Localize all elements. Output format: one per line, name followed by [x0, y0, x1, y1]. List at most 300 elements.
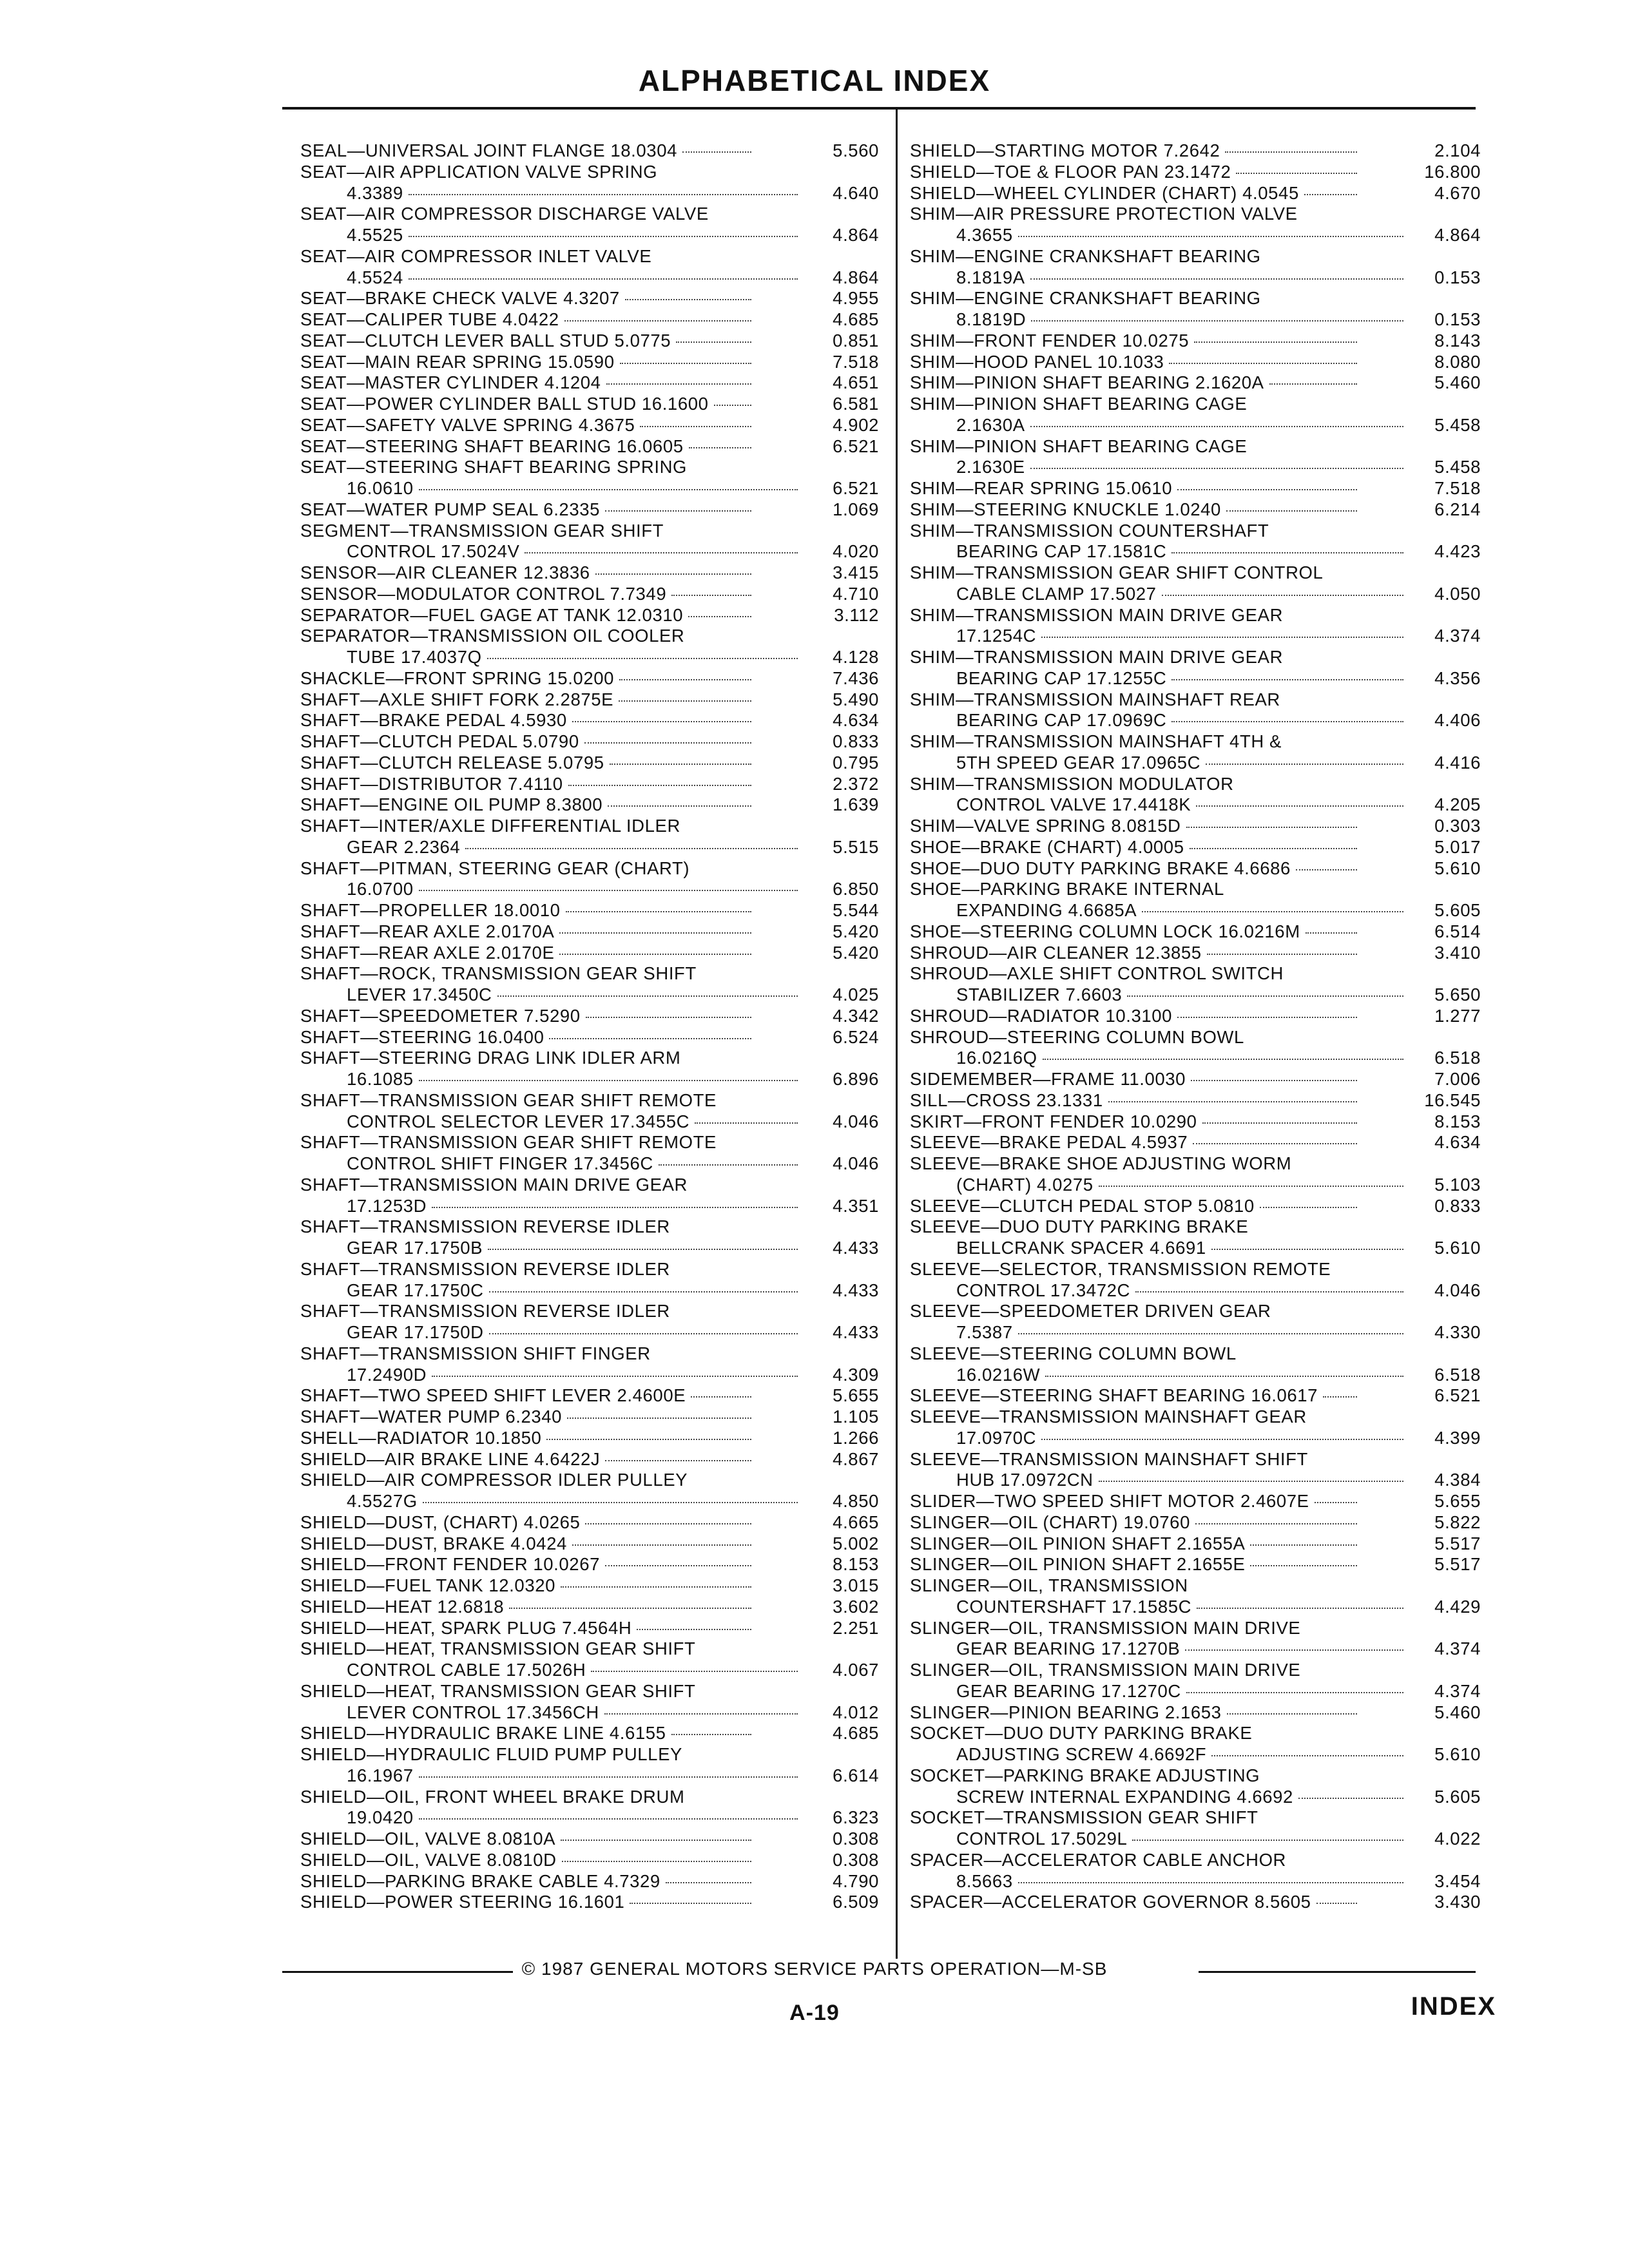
- index-entry-text: GEAR BEARING 17.1270C: [956, 1680, 1181, 1701]
- index-entry-line: [300, 1491, 798, 1512]
- index-entry-line: [300, 267, 798, 289]
- index-entry-text: 16.1085: [347, 1069, 414, 1089]
- index-entry-line: [910, 710, 1407, 731]
- index-entry-line: [910, 267, 1407, 289]
- index-entry-line: [300, 352, 751, 373]
- index-entry-text: SHOE—DUO DUTY PARKING BRAKE 4.6686: [910, 858, 1291, 878]
- index-entry-text: SHIM—ENGINE CRANKSHAFT BEARING: [910, 245, 1261, 266]
- index-entry-text: SHACKLE—FRONT SPRING 15.0200: [300, 668, 615, 688]
- index-entry-page: 0.795: [833, 752, 879, 773]
- index-entry-text: 16.0700: [347, 879, 414, 899]
- dot-leader: [559, 954, 751, 955]
- index-entry-line: [300, 668, 751, 689]
- dot-leader: [689, 447, 751, 448]
- dot-leader: [1202, 1122, 1357, 1124]
- index-entry: [300, 774, 879, 795]
- index-entry-text: SHIELD—HEAT, TRANSMISSION GEAR SHIFT: [300, 1680, 696, 1701]
- index-entry-page: 5.655: [1434, 1491, 1481, 1511]
- index-entry-line: [300, 1660, 798, 1681]
- dot-leader: [572, 1544, 751, 1546]
- index-entry-line: [300, 943, 751, 964]
- dot-leader: [1171, 721, 1403, 722]
- index-entry-text: LEVER CONTROL 17.3456CH: [347, 1702, 599, 1722]
- index-entry-line: [910, 1365, 1407, 1386]
- dot-leader: [409, 194, 798, 195]
- index-entry: [910, 1069, 1481, 1090]
- dot-leader: [640, 426, 751, 427]
- index-entry: [910, 837, 1481, 858]
- index-entry: [910, 1301, 1481, 1343]
- index-entry: [910, 921, 1481, 943]
- index-entry-page: 8.143: [1434, 330, 1481, 351]
- index-entry-text: SHIM—PINION SHAFT BEARING CAGE: [910, 394, 1248, 414]
- index-entry: [300, 1787, 879, 1829]
- index-entry: [300, 963, 879, 1006]
- index-entry-page: 4.128: [833, 647, 879, 667]
- index-entry-page: 5.655: [833, 1385, 879, 1406]
- index-entry: [910, 140, 1481, 162]
- index-entry-line: [300, 985, 798, 1006]
- index-entry-line: [300, 225, 798, 246]
- index-entry-line: [300, 1153, 798, 1175]
- index-entry-line: [910, 562, 1481, 584]
- index-entry-line: [300, 457, 879, 478]
- dot-leader: [584, 742, 751, 744]
- index-entry-line: [300, 1892, 751, 1913]
- index-entry-line: [300, 1807, 798, 1829]
- dot-leader: [1018, 1333, 1403, 1334]
- dot-leader: [1193, 1143, 1357, 1144]
- index-entry-page: 6.521: [1434, 1385, 1481, 1406]
- index-entry-text: SEAT—MAIN REAR SPRING 15.0590: [300, 351, 615, 372]
- index-entry: [300, 288, 879, 309]
- index-entry: [910, 1618, 1481, 1660]
- index-entry-text: GEAR 17.1750B: [347, 1238, 483, 1258]
- index-entry-page: 4.867: [833, 1448, 879, 1469]
- index-entry-line: [910, 1512, 1361, 1533]
- index-entry: [300, 331, 879, 352]
- index-entry-text: SHAFT—STEERING 16.0400: [300, 1026, 545, 1047]
- index-entry-text: SHIELD—WHEEL CYLINDER (CHART) 4.0545: [910, 182, 1299, 203]
- index-entry-text: SHROUD—AIR CLEANER 12.3855: [910, 942, 1202, 963]
- dot-leader: [509, 1608, 751, 1609]
- index-entry-text: SHIM—TRANSMISSION MAINSHAFT 4TH &: [910, 731, 1282, 751]
- index-entry-line: [300, 1681, 879, 1702]
- index-entry-page: 5.517: [1434, 1554, 1481, 1575]
- index-entry-text: SHIM—TRANSMISSION COUNTERSHAFT: [910, 520, 1269, 541]
- index-entry-page: 6.896: [833, 1069, 879, 1089]
- index-entry-text: SHOE—BRAKE (CHART) 4.0005: [910, 836, 1184, 857]
- index-entry-line: [300, 1238, 798, 1259]
- index-entry: [300, 794, 879, 816]
- index-entry-page: 4.433: [833, 1280, 879, 1300]
- index-entry-page: 4.046: [833, 1111, 879, 1131]
- dot-leader: [1194, 341, 1357, 343]
- index-entry-page: 6.509: [833, 1892, 879, 1912]
- index-entry-line: [300, 1533, 751, 1555]
- index-entry-text: SHAFT—TRANSMISSION REVERSE IDLER: [300, 1301, 670, 1321]
- index-entry-line: [910, 1807, 1481, 1829]
- index-entry-page: 7.518: [1434, 478, 1481, 498]
- index-entry-line: [910, 1153, 1481, 1175]
- index-entry-page: 4.067: [833, 1660, 879, 1680]
- index-entry-page: 7.436: [833, 668, 879, 688]
- index-entry-page: 2.251: [833, 1617, 879, 1638]
- index-entry-text: SLINGER—OIL (CHART) 19.0760: [910, 1512, 1190, 1532]
- index-entry-page: 16.545: [1424, 1090, 1481, 1110]
- index-entry-text: SHIELD—HEAT, SPARK PLUG 7.4564H: [300, 1617, 632, 1638]
- index-entry-line: [910, 1892, 1361, 1913]
- index-entry-line: [910, 541, 1407, 562]
- index-entry-page: 4.356: [1434, 668, 1481, 688]
- index-entry-line: [910, 415, 1407, 436]
- index-entry-text: SLEEVE—SPEEDOMETER DRIVEN GEAR: [910, 1301, 1271, 1321]
- index-entry: [910, 689, 1481, 732]
- dot-leader: [488, 1249, 798, 1250]
- index-entry-page: 6.524: [833, 1026, 879, 1047]
- index-entry-page: 6.323: [833, 1807, 879, 1828]
- index-entry-page: 4.634: [1434, 1132, 1481, 1153]
- index-entry-page: 0.308: [833, 1849, 879, 1870]
- index-entry-page: 8.153: [1434, 1111, 1481, 1131]
- index-entry-line: [910, 478, 1361, 499]
- index-entry-page: 0.833: [833, 731, 879, 751]
- dot-leader: [564, 320, 751, 322]
- index-entry: [300, 1871, 879, 1892]
- index-entry-text: SHIM—TRANSMISSION MAIN DRIVE GEAR: [910, 647, 1284, 667]
- dot-leader: [1323, 1396, 1357, 1398]
- index-entry: [300, 605, 879, 626]
- index-entry-text: COUNTERSHAFT 17.1585C: [956, 1596, 1192, 1617]
- index-entry: [910, 1765, 1481, 1808]
- index-entry-line: [910, 1259, 1481, 1280]
- index-entry-line: [300, 394, 751, 415]
- index-entry-page: 3.415: [833, 562, 879, 582]
- dot-leader: [1197, 1608, 1403, 1609]
- index-entry-line: [300, 1069, 798, 1090]
- index-entry-page: 5.017: [1434, 836, 1481, 857]
- index-entry: [910, 1807, 1481, 1850]
- index-entry-line: [910, 1132, 1361, 1153]
- index-entry-page: 4.342: [833, 1005, 879, 1026]
- dot-leader: [637, 1629, 751, 1630]
- index-entry-text: BEARING CAP 17.1581C: [956, 541, 1167, 562]
- index-entry-text: 4.5525: [347, 225, 403, 245]
- index-entry-text: SLEEVE—SELECTOR, TRANSMISSION REMOTE: [910, 1258, 1331, 1279]
- index-entry-line: [910, 1111, 1361, 1133]
- dot-leader: [432, 1376, 798, 1377]
- index-entry-line: [300, 879, 798, 900]
- index-entry-text: SHIELD—TOE & FLOOR PAN 23.1472: [910, 161, 1231, 182]
- index-entry-text: CONTROL CABLE 17.5026H: [347, 1660, 586, 1680]
- index-entry-text: 4.3389: [347, 182, 403, 203]
- index-entry-text: CONTROL SHIFT FINGER 17.3456C: [347, 1153, 653, 1173]
- dot-leader: [567, 1418, 751, 1419]
- index-entry-text: SHAFT—REAR AXLE 2.0170A: [300, 921, 555, 941]
- title-rule: [282, 107, 1476, 110]
- index-entry-text: SLINGER—PINION BEARING 2.1653: [910, 1702, 1222, 1722]
- index-entry-text: SLIDER—TWO SPEED SHIFT MOTOR 2.4607E: [910, 1491, 1309, 1511]
- dot-leader: [409, 278, 798, 280]
- index-entry-line: [300, 1744, 879, 1765]
- index-entry-line: [300, 372, 751, 394]
- index-entry-line: [910, 1787, 1407, 1808]
- index-entry-line: [300, 1575, 751, 1597]
- index-entry-line: [300, 1301, 879, 1322]
- index-entry-line: [910, 689, 1481, 711]
- index-entry-text: SEAT—WATER PUMP SEAL 6.2335: [300, 499, 601, 519]
- index-entry-page: 3.112: [834, 604, 879, 625]
- index-entry: [910, 288, 1481, 331]
- index-entry-line: [300, 1090, 879, 1111]
- index-entry-line: [910, 225, 1407, 246]
- index-entry-line: [910, 668, 1407, 689]
- dot-leader: [1031, 320, 1403, 322]
- index-entry-text: SHAFT—ENGINE OIL PUMP 8.3800: [300, 794, 603, 815]
- index-entry: [300, 584, 879, 605]
- index-entry: [910, 1723, 1481, 1765]
- index-entry-line: [910, 753, 1407, 774]
- index-entry-line: [910, 774, 1481, 795]
- dot-leader: [1227, 1713, 1357, 1715]
- index-entry-text: SHAFT—TRANSMISSION REVERSE IDLER: [300, 1216, 670, 1237]
- dot-leader: [1043, 1059, 1403, 1060]
- index-entry-line: [910, 1491, 1361, 1512]
- index-entry-line: [910, 731, 1481, 753]
- index-entry-line: [910, 794, 1407, 816]
- index-entry-text: SLINGER—OIL PINION SHAFT 2.1655E: [910, 1554, 1246, 1575]
- index-entry-page: 0.833: [1434, 1195, 1481, 1216]
- index-entry-line: [910, 1681, 1407, 1702]
- index-entry-text: SHIM—REAR SPRING 15.0610: [910, 478, 1173, 498]
- index-entry-line: [910, 1829, 1407, 1850]
- dot-leader: [604, 1713, 798, 1715]
- index-entry-line: [910, 1069, 1361, 1090]
- index-entry-text: TUBE 17.4037Q: [347, 647, 482, 667]
- index-entry-page: 4.433: [833, 1238, 879, 1258]
- index-entry: [910, 1006, 1481, 1027]
- index-entry-text: GEAR 17.1750C: [347, 1280, 484, 1300]
- index-entry-text: SEAT—POWER CYLINDER BALL STUD 16.1600: [300, 394, 709, 414]
- index-entry: [910, 1449, 1481, 1492]
- index-entry: [300, 352, 879, 373]
- dot-leader: [1099, 1186, 1403, 1187]
- index-entry: [300, 1597, 879, 1618]
- index-entry: [910, 1575, 1481, 1618]
- index-entry-line: [300, 774, 751, 795]
- index-entry: [300, 1006, 879, 1027]
- index-entry-page: 5.420: [833, 921, 879, 941]
- index-entry-page: 5.610: [1434, 1238, 1481, 1258]
- index-entry-page: 4.046: [1434, 1280, 1481, 1300]
- dot-leader: [489, 1291, 798, 1293]
- dot-leader: [1030, 278, 1403, 280]
- dot-leader: [1196, 805, 1403, 807]
- index-entry-text: SPACER—ACCELERATOR CABLE ANCHOR: [910, 1849, 1287, 1870]
- index-entry-line: [300, 288, 751, 309]
- index-entry-page: 5.515: [833, 836, 879, 857]
- index-entry-text: SLEEVE—STEERING COLUMN BOWL: [910, 1343, 1237, 1363]
- index-entry-text: SHIELD—FUEL TANK 12.0320: [300, 1575, 556, 1595]
- index-entry-page: 1.105: [833, 1407, 879, 1427]
- index-entry: [910, 1850, 1481, 1892]
- index-entry-line: [910, 288, 1481, 309]
- index-entry: [300, 1470, 879, 1512]
- index-entry-text: SHAFT—TRANSMISSION MAIN DRIVE GEAR: [300, 1174, 688, 1195]
- index-entry-page: 2.372: [833, 773, 879, 794]
- dot-leader: [605, 1460, 751, 1461]
- index-entry: [910, 1407, 1481, 1449]
- dot-leader: [1132, 1840, 1403, 1841]
- dot-leader: [546, 1439, 751, 1440]
- index-entry-text: SCREW INTERNAL EXPANDING 4.6692: [956, 1786, 1293, 1807]
- dot-leader: [682, 151, 751, 153]
- index-entry-text: SHIM—TRANSMISSION MODULATOR: [910, 773, 1234, 794]
- dot-leader: [497, 995, 798, 997]
- dot-leader: [671, 1734, 751, 1735]
- index-entry-page: 3.410: [1434, 942, 1481, 963]
- index-entry: [910, 1533, 1481, 1555]
- index-entry: [910, 372, 1481, 394]
- index-entry-text: SHAFT—TRANSMISSION SHIFT FINGER: [300, 1343, 651, 1363]
- index-entry: [910, 499, 1481, 521]
- index-entry: [910, 816, 1481, 837]
- index-entry-text: SLINGER—OIL PINION SHAFT 2.1655A: [910, 1533, 1246, 1553]
- index-entry-text: 7.5387: [956, 1322, 1013, 1342]
- index-entry-line: [910, 1385, 1361, 1407]
- index-entry-line: [300, 858, 879, 879]
- index-entry: [300, 1301, 879, 1343]
- index-entry-text: SHOE—STEERING COLUMN LOCK 16.0216M: [910, 921, 1300, 941]
- index-entry-line: [910, 204, 1481, 225]
- index-entry-line: [910, 457, 1407, 478]
- index-entry-line: [300, 1048, 879, 1069]
- index-entry-text: SHIELD—HEAT, TRANSMISSION GEAR SHIFT: [300, 1639, 696, 1659]
- index-entry-line: [910, 900, 1407, 921]
- index-entry: [300, 1407, 879, 1428]
- index-entry-text: 16.0610: [347, 478, 414, 498]
- index-entry-line: [910, 1639, 1407, 1660]
- index-entry-text: SHIM—PINION SHAFT BEARING 2.1620A: [910, 372, 1264, 393]
- index-entry-text: SILL—CROSS 23.1331: [910, 1090, 1103, 1110]
- index-entry-page: 6.521: [833, 478, 879, 498]
- index-entry-page: 3.015: [833, 1575, 879, 1595]
- index-entry: [910, 1196, 1481, 1217]
- index-entry-page: 4.429: [1434, 1596, 1481, 1617]
- dot-leader: [1018, 1882, 1403, 1883]
- index-entry: [910, 246, 1481, 289]
- index-entry-text: SHAFT—PITMAN, STEERING GEAR (CHART): [300, 858, 690, 878]
- index-entry-page: 16.800: [1424, 161, 1481, 182]
- index-entry-text: SHIM—STEERING KNUCKLE 1.0240: [910, 499, 1221, 519]
- index-entry-page: 4.205: [1434, 794, 1481, 815]
- dot-leader: [1030, 468, 1403, 469]
- dot-leader: [591, 1671, 798, 1672]
- index-entry: [300, 1723, 879, 1744]
- index-entry-line: [300, 1618, 751, 1639]
- index-entry: [910, 331, 1481, 352]
- index-entry-text: SHAFT—DISTRIBUTOR 7.4110: [300, 773, 563, 794]
- index-entry: [300, 562, 879, 584]
- index-entry: [300, 1533, 879, 1555]
- index-entry: [300, 1132, 879, 1175]
- index-entry: [300, 753, 879, 774]
- index-entry-text: 17.2490D: [347, 1364, 427, 1385]
- index-entry: [300, 521, 879, 563]
- index-entry-page: 0.153: [1434, 267, 1481, 287]
- index-entry-page: 3.602: [833, 1596, 879, 1617]
- index-entry: [300, 1090, 879, 1133]
- index-entry-text: GEAR 17.1750D: [347, 1322, 484, 1342]
- index-entry-line: [300, 499, 751, 521]
- index-entry-text: 8.5663: [956, 1870, 1013, 1891]
- index-entry-page: 5.460: [1434, 372, 1481, 393]
- dot-leader: [489, 1333, 798, 1334]
- dot-leader: [1195, 1523, 1357, 1524]
- dot-leader: [619, 700, 751, 702]
- dot-leader: [1190, 848, 1357, 849]
- index-entry-line: [910, 1322, 1407, 1343]
- index-entry: [300, 499, 879, 521]
- dot-leader: [1250, 1565, 1357, 1566]
- index-entry-text: SEAT—STEERING SHAFT BEARING 16.0605: [300, 436, 684, 456]
- dot-leader: [1186, 1692, 1403, 1693]
- index-entry: [910, 394, 1481, 436]
- index-entry-text: (CHART) 4.0275: [956, 1174, 1094, 1195]
- index-entry-page: 5.605: [1434, 1786, 1481, 1807]
- index-entry-line: [300, 1175, 879, 1196]
- index-entry-page: 1.277: [1434, 1005, 1481, 1026]
- index-entry-text: CONTROL SELECTOR LEVER 17.3455C: [347, 1111, 690, 1131]
- index-entry-page: 5.517: [1434, 1533, 1481, 1553]
- index-entry: [910, 478, 1481, 499]
- index-entry: [910, 879, 1481, 921]
- page-number: A-19: [789, 2001, 840, 2025]
- index-entry: [300, 162, 879, 204]
- index-entry-line: [910, 1470, 1407, 1491]
- index-entry: [300, 140, 879, 162]
- index-entry-line: [300, 1449, 751, 1470]
- index-entry-page: 7.006: [1434, 1069, 1481, 1089]
- index-entry-text: SHAFT—INTER/AXLE DIFFERENTIAL IDLER: [300, 816, 680, 836]
- index-entry: [910, 521, 1481, 563]
- index-entry-text: SPACER—ACCELERATOR GOVERNOR 8.5605: [910, 1892, 1311, 1912]
- index-entry-line: [910, 1449, 1481, 1470]
- index-entry: [910, 1027, 1481, 1070]
- index-entry: [300, 394, 879, 415]
- index-entry-text: CONTROL VALVE 17.4418K: [956, 794, 1191, 815]
- index-entry-page: 4.351: [833, 1195, 879, 1216]
- dot-leader: [1177, 1017, 1357, 1018]
- index-entry-text: SENSOR—AIR CLEANER 12.3836: [300, 562, 590, 582]
- index-entry-line: [910, 626, 1407, 647]
- index-entry-page: 4.416: [1434, 752, 1481, 773]
- dot-leader: [688, 616, 751, 617]
- dot-leader: [1306, 932, 1357, 934]
- index-entry-text: SHIM—TRANSMISSION MAINSHAFT REAR: [910, 689, 1280, 709]
- index-entry-text: SEAT—MASTER CYLINDER 4.1204: [300, 372, 601, 393]
- dot-leader: [432, 1207, 798, 1208]
- dot-leader: [619, 679, 751, 680]
- index-entry-page: 4.384: [1434, 1470, 1481, 1490]
- index-entry-line: [910, 879, 1481, 900]
- dot-leader: [1186, 827, 1357, 828]
- index-entry-line: [300, 1132, 879, 1153]
- index-entry-text: SHIELD—POWER STEERING 16.1601: [300, 1892, 625, 1912]
- index-entry-page: 5.103: [1434, 1174, 1481, 1195]
- index-entry-text: SLEEVE—TRANSMISSION MAINSHAFT SHIFT: [910, 1448, 1308, 1469]
- index-entry-text: SHAFT—PROPELLER 18.0010: [300, 900, 561, 920]
